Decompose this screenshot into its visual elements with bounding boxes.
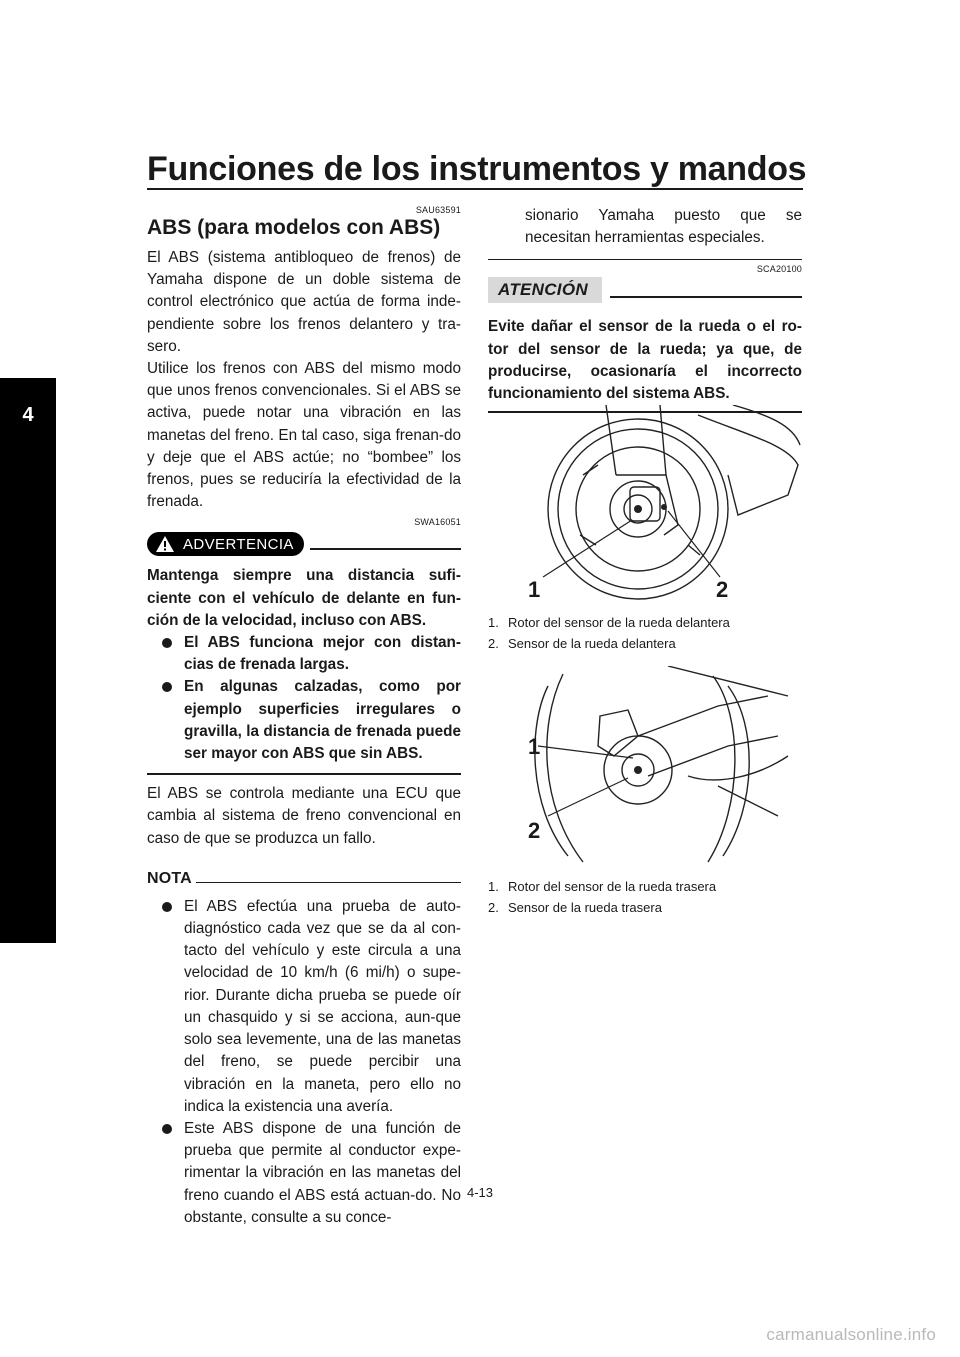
warning-header: [147, 531, 461, 557]
list-item: El ABS efectúa una prueba de auto-diagnóstico cada vez que se da al con-tacto del vehículo y este circula a una velocidad de 10 km/h (6 mi/h) o supe-rior. Durante dicha prueba se puede oír un chasquido y si se acciona, aun-que solo sea levemente, una de las manetas del freno, se puede percibir una vibración en la maneta, pero ello no indica la existencia una avería.: [147, 896, 461, 1118]
left-column: [147, 205, 461, 1229]
warning-list: [147, 632, 461, 765]
section-title: ABS (para modelos con ABS): [147, 216, 441, 239]
divider: [488, 259, 802, 260]
title-rule: [147, 188, 803, 190]
warning-end-rule: [147, 773, 461, 775]
reference-code: SWA16051: [414, 517, 461, 528]
note-label: NOTA: [147, 869, 192, 887]
list-item: Este ABS dispone de una función de prueba que permite al conductor expe-rimentar la vibración en las manetas del freno cuando el ABS está actuan-do. No obstante, consulte a su conce-: [147, 1118, 461, 1229]
front-wheel-illustration: [488, 405, 802, 605]
bullet-icon: [162, 682, 172, 692]
watermark-site[interactable]: carmanualsonline.info: [766, 1325, 936, 1344]
rear-wheel-figure: [488, 666, 802, 866]
paragraph: Utilice los frenos con ABS del mismo modo que unos frenos convencionales. Si el ABS se activa, puede notar una vibración en las manetas del freno. En tal caso, siga frenan-do y deje que el ABS actúe; no “bombee” los frenos, pues se reduciría la efectividad de la frenada.: [147, 360, 461, 511]
notice-text: Evite dañar el sensor de la rueda o el ro-tor del sensor de la rueda; ya que, de producirse, ocasionaría el incorrecto funcionamiento del sistema ABS.: [488, 318, 802, 403]
warning-text: Mantenga siempre una distancia sufi-ciente con el vehículo de delante en fun-ción de la velocidad, incluso con ABS.: [147, 567, 461, 629]
warning-badge: [147, 532, 304, 556]
right-column: [488, 205, 802, 421]
warning-rule: [310, 548, 461, 550]
callout-2: 2: [528, 818, 541, 843]
caption: 1. Rotor del sensor de la rueda delantera: [488, 615, 730, 630]
notice-label: ATENCIÓN: [488, 277, 602, 303]
paragraph: El ABS se controla mediante una ECU que cambia al sistema de freno convencional en caso de que se produzca un fallo.: [147, 785, 461, 847]
note-list: [147, 896, 461, 1229]
caption: 2. Sensor de la rueda trasera: [488, 900, 662, 915]
page-number: 4-13: [466, 1185, 494, 1200]
note-rule: [196, 882, 461, 883]
bullet-icon: [162, 902, 172, 912]
rear-figure-captions: [488, 876, 802, 918]
bullet-icon: [162, 638, 172, 648]
list-item: El ABS funciona mejor con distan-cias de frenada largas.: [147, 632, 461, 676]
chapter-number: 4: [22, 404, 34, 426]
caption: 2. Sensor de la rueda delantera: [488, 636, 676, 651]
caption: 1. Rotor del sensor de la rueda trasera: [488, 879, 717, 894]
front-figure-captions: [488, 612, 802, 654]
notice-header: [488, 276, 802, 304]
reference-code: SCA20100: [756, 264, 802, 275]
bullet-icon: [162, 1124, 172, 1134]
warning-label: ADVERTENCIA: [183, 535, 294, 553]
reference-code: SAU63591: [415, 205, 461, 215]
front-wheel-figure: [488, 405, 802, 605]
paragraph: El ABS (sistema antibloqueo de frenos) de Yamaha dispone de un doble sistema de control electrónico que actúa de forma inde-pendiente sobre los frenos delantero y tra-sero.: [147, 249, 461, 355]
callout-1: 1: [528, 577, 541, 602]
callout-2: 2: [716, 577, 729, 602]
list-item: En algunas calzadas, como por ejemplo superficies irregulares o gravilla, la distancia de frenada puede ser mayor con ABS que sin ABS.: [147, 676, 461, 765]
page-title: Funciones de los instrumentos y mandos: [147, 150, 807, 188]
callout-1: 1: [528, 734, 541, 759]
chapter-tab: [0, 378, 56, 943]
notice-rule: [610, 296, 802, 298]
note-header: [147, 868, 461, 890]
continued-text: sionario Yamaha puesto que se necesitan herramientas especiales.: [525, 207, 802, 247]
warning-triangle-icon: [155, 535, 175, 553]
